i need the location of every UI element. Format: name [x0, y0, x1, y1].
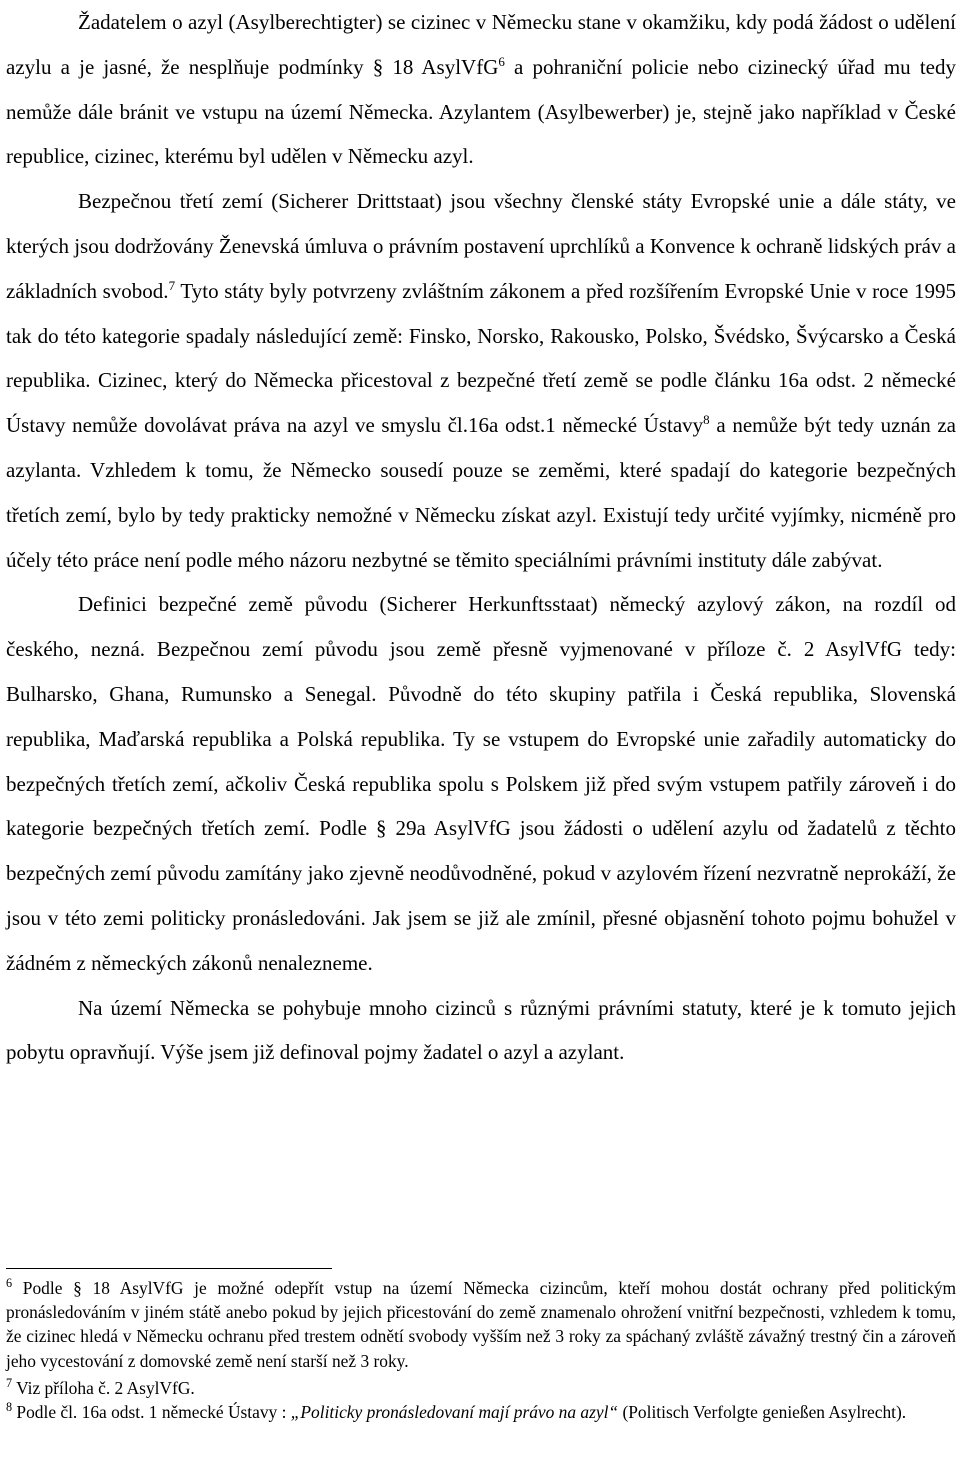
footnote-8 — [6, 1400, 956, 1424]
paragraph-2-text-c: a nemůže být tedy uznán za azylanta. Vzhledem k tomu, že Německo sousedí pouze se zeměmi, které spadají do kategorie bezpečných třetích zemí, bylo by tedy prakticky nemožné v Německu získat azyl. Existují tedy určité vyjímky, nicméně pro účely této práce není podle mého názoru nezbytné se těmito speciálními právními instituty dále zabývat. — [6, 413, 957, 572]
footnote-6 — [6, 1276, 956, 1373]
footnote-7-text: Viz příloha č. 2 AsylVfG. — [12, 1377, 195, 1398]
footnote-ref-8: 8 — [703, 412, 710, 428]
document-page — [6, 0, 956, 1075]
footnote-8-mark: 8 — [6, 1400, 13, 1415]
footnote-6-mark: 6 — [6, 1276, 13, 1291]
paragraph-safe-third-country — [6, 179, 956, 582]
paragraph-2-text-b: Tyto státy byly potvrzeny zvláštním zákonem a před rozšířením Evropské Unie v roce 1995 tak do této kategorie spadaly následující země: Finsko, Norsko, Rakousko, Polsko, Švédsko, Švýcarsko a Česká republika. Cizinec, který do Německa přicestoval z bezpečné třetí země se podle článku 16a odst. 2 německé Ústavy nemůže dovolávat práva na azyl ve smyslu čl.16a odst.1 německé Ústavy — [6, 278, 956, 438]
paragraph-foreigners-status: Na území Německa se pohybuje mnoho cizinců s různými právními statuty, které je k tomuto jejich pobytu opravňují. Výše jsem již definoval pojmy žadatel o azyl a azylant. — [6, 995, 956, 1065]
footnote-8-quote: „Politicky pronásledovaní mají právo na azyl“ — [290, 1402, 619, 1423]
footnote-7 — [6, 1376, 956, 1400]
paragraph-safe-country-of-origin: Definici bezpečné země původu (Sicherer Herkunftsstaat) německý azylový zákon, na rozdíl od českého, nezná. Bezpečnou zemí původu jsou země přesně vyjmenované v příloze č. 2 AsylVfG tedy: Bulharsko, Ghana, Rumunsko a Senegal. Původně do této skupiny patřila i Česká republika, Slovenská republika, Maďarská republika a Polská republika. Ty se vstupem do Evropské unie zařadily automaticky do bezpečných třetích zemí, ačkoliv Česká republika spolu s Polskem již před svým vstupem patřily zároveň i do kategorie bezpečných třetích zemí. Podle § 29a AsylVfG jsou žádosti o udělení azylu od žadatelů z těchto bezpečných zemí původu zamítány jako zjevně neodůvodněné, pokud v azylovém řízení nezvratně neprokáží, že jsou v této zemi politicky pronásledováni. Jak jsem se již ale zmínil, přesné objasnění tohoto pojmu bohužel v žádném z německých zákonů nenalezneme. — [6, 592, 956, 975]
footnote-8-text-a: Podle čl. 16a odst. 1 německé Ústavy : — [12, 1402, 291, 1423]
paragraph-asylum-seeker — [6, 0, 956, 179]
footnote-7-mark: 7 — [6, 1376, 13, 1391]
footnote-8-text-b: (Politisch Verfolgte genießen Asylrecht). — [618, 1402, 907, 1423]
paragraph-1-text-b: a pohraniční policie nebo cizinecký úřad mu tedy nemůže dále bránit ve vstupu na území Německa. Azylantem (Asylbewerber) je, stejně jako například v České republice, cizinec, kterému byl udělen v Německu azyl. — [6, 54, 956, 169]
footnote-6-text: Podle § 18 AsylVfG je možné odepřít vstup na území Německa cizincům, kteří mohou dostát ochrany před politickým pronásledováním v jiném státě anebo pokud by jejich přicestování do země znamenalo ohrožení vnitřní bezpečnosti, vzhledem k tomu, že cizinec hledá v Německu ochranu před trestem odnětí svobody vyšším než 3 roky za spáchaný zvláště závažný trestný čin a zároveň jeho vycestování z domovské země není starší než 3 roky. — [6, 1278, 956, 1371]
footnote-separator — [6, 1268, 332, 1269]
paragraph-1-text-a: Žadatelem o azyl (Asylberechtigter) se cizinec v Německu stane v okamžiku, kdy podá žádost o udělení azylu a je jasné, že nesplňuje podmínky § 18 AsylVfG — [6, 10, 956, 79]
paragraph-2-text-a: Bezpečnou třetí zemí (Sicherer Drittstaat) jsou všechny členské státy Evropské unie a dále státy, ve kterých jsou dodržovány Ženevská úmluva o právním postavení uprchlíků a Konvence k ochraně lidských práv a základních svobod. — [6, 189, 956, 303]
footnote-ref-7: 7 — [168, 277, 176, 293]
footnote-ref-6: 6 — [498, 53, 505, 69]
footnotes — [6, 1276, 956, 1424]
